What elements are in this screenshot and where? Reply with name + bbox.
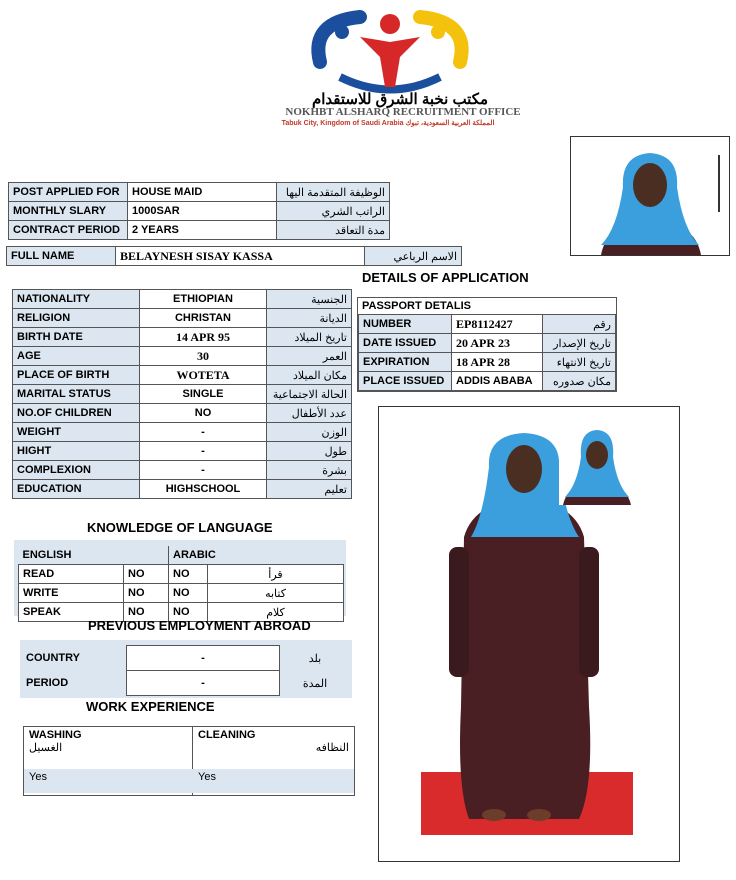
english-header: ENGLISH <box>19 546 169 565</box>
passport-number-value: EP8112427 <box>452 315 543 334</box>
table-row <box>9 221 390 240</box>
period-value: - <box>127 671 280 696</box>
table-row <box>13 347 352 366</box>
washing-cell <box>24 727 193 795</box>
nationality-label: NATIONALITY <box>13 290 140 309</box>
speak-arabic-label: كلام <box>208 603 344 622</box>
children-label: NO.OF CHILDREN <box>13 404 140 423</box>
arabic-header: ARABIC <box>169 546 344 565</box>
table-row <box>13 480 352 499</box>
table-row <box>359 353 616 372</box>
place-issued-label: PLACE ISSUED <box>359 372 452 391</box>
speak-arabic: NO <box>169 603 208 622</box>
washing-value: Yes <box>24 769 197 793</box>
period-arabic: المدة <box>280 671 351 696</box>
post-value: HOUSE MAID <box>128 183 277 202</box>
table-row <box>13 442 352 461</box>
write-arabic-label: كتابه <box>208 584 344 603</box>
education-value: HIGHSCHOOL <box>140 480 267 499</box>
complexion-arabic: بشرة <box>267 461 352 480</box>
table-row <box>359 315 616 334</box>
expiration-arabic: تاريخ الانتهاء <box>543 353 616 372</box>
complexion-value: - <box>140 461 267 480</box>
marital-arabic: الحالة الاجتماعية <box>267 385 352 404</box>
age-value: 30 <box>140 347 267 366</box>
children-arabic: عدد الأطفال <box>267 404 352 423</box>
company-name-english: NOKHBT ALSHARQ RECRUITMENT OFFICE <box>285 106 521 118</box>
table-row <box>13 423 352 442</box>
age-arabic: العمر <box>267 347 352 366</box>
experience-box <box>23 726 355 796</box>
passport-photo <box>570 136 730 256</box>
table-row <box>13 366 352 385</box>
company-name-arabic: مكتب نخبة الشرق للاستقدام <box>311 91 489 108</box>
washing-label: WASHING <box>29 729 82 741</box>
marital-label: MARITAL STATUS <box>13 385 140 404</box>
passport-table <box>358 314 616 391</box>
cleaning-label: CLEANING <box>198 729 256 741</box>
birth-place-value: WOTETA <box>140 366 267 385</box>
education-label: EDUCATION <box>13 480 140 499</box>
marital-value: SINGLE <box>140 385 267 404</box>
height-value: - <box>140 442 267 461</box>
table-row <box>19 546 344 565</box>
religion-arabic: الديانة <box>267 309 352 328</box>
birth-date-arabic: تاريخ الميلاد <box>267 328 352 347</box>
birth-place-arabic: مكان الميلاد <box>267 366 352 385</box>
table-row <box>19 565 344 584</box>
height-label: HIGHT <box>13 442 140 461</box>
table-row <box>13 461 352 480</box>
full-body-photo <box>378 406 680 862</box>
full-name-arabic: الاسم الرباعي <box>365 247 462 266</box>
read-english: NO <box>124 565 169 584</box>
date-issued-arabic: تاريخ الإصدار <box>543 334 616 353</box>
country-label: COUNTRY <box>22 646 127 671</box>
contract-value: 2 YEARS <box>128 221 277 240</box>
company-logo <box>300 2 480 94</box>
read-arabic: NO <box>169 565 208 584</box>
salary-label: MONTHLY SLARY <box>9 202 128 221</box>
washing-arabic: الغسيل <box>29 742 63 754</box>
write-english: NO <box>124 584 169 603</box>
read-arabic-label: قرأ <box>208 565 344 584</box>
table-row <box>13 328 352 347</box>
height-arabic: طول <box>267 442 352 461</box>
read-label: READ <box>19 565 124 584</box>
salary-arabic: الراتب الشري <box>277 202 390 221</box>
language-table <box>18 546 344 622</box>
weight-label: WEIGHT <box>13 423 140 442</box>
cleaning-arabic: النظافه <box>315 742 349 754</box>
logo-emblem <box>300 2 480 94</box>
weight-value: - <box>140 423 267 442</box>
table-row <box>359 372 616 391</box>
birth-place-label: PLACE OF BIRTH <box>13 366 140 385</box>
passport-number-label: NUMBER <box>359 315 452 334</box>
employment-table <box>22 645 350 696</box>
country-arabic: بلد <box>280 646 351 671</box>
full-body-image <box>379 407 679 861</box>
full-name-label: FULL NAME <box>7 247 116 266</box>
table-row <box>19 584 344 603</box>
religion-label: RELIGION <box>13 309 140 328</box>
top-info-table <box>8 182 390 240</box>
birth-date-label: BIRTH DATE <box>13 328 140 347</box>
table-row <box>9 202 390 221</box>
passport-title: PASSPORT DETALIS <box>358 298 616 314</box>
speak-english: NO <box>124 603 169 622</box>
experience-heading: WORK EXPERIENCE <box>86 699 215 714</box>
country-value: - <box>127 646 280 671</box>
contract-arabic: مدة التعاقد <box>277 221 390 240</box>
write-arabic: NO <box>169 584 208 603</box>
cleaning-value: Yes <box>193 769 354 793</box>
nationality-arabic: الجنسية <box>267 290 352 309</box>
weight-arabic: الوزن <box>267 423 352 442</box>
nationality-value: ETHIOPIAN <box>140 290 267 309</box>
place-issued-value: ADDIS ABABA <box>452 372 543 391</box>
religion-value: CHRISTAN <box>140 309 267 328</box>
expiration-label: EXPIRATION <box>359 353 452 372</box>
post-arabic: الوظيفة المتقدمة اليها <box>277 183 390 202</box>
cleaning-cell <box>193 727 354 795</box>
portrait-image <box>571 137 729 255</box>
details-table <box>12 289 352 499</box>
company-location <box>238 119 538 127</box>
inset-portrait <box>559 429 635 505</box>
write-label: WRITE <box>19 584 124 603</box>
contract-label: CONTRACT PERIOD <box>9 221 128 240</box>
table-row <box>359 334 616 353</box>
date-issued-label: DATE ISSUED <box>359 334 452 353</box>
table-row <box>13 309 352 328</box>
speak-label: SPEAK <box>19 603 124 622</box>
children-value: NO <box>140 404 267 423</box>
table-row <box>13 404 352 423</box>
table-row <box>7 247 462 266</box>
employment-heading: PREVIOUS EMPLOYMENT ABROAD <box>88 618 311 633</box>
date-issued-value: 20 APR 23 <box>452 334 543 353</box>
period-label: PERIOD <box>22 671 127 696</box>
location-english: Tabuk City, Kingdom of Saudi Arabia <box>281 120 404 127</box>
post-label: POST APPLIED FOR <box>9 183 128 202</box>
passport-number-arabic: رقم <box>543 315 616 334</box>
salary-value: 1000SAR <box>128 202 277 221</box>
age-label: AGE <box>13 347 140 366</box>
education-arabic: تعليم <box>267 480 352 499</box>
details-heading: DETAILS OF APPLICATION <box>362 270 529 285</box>
full-name-value: BELAYNESH SISAY KASSA <box>116 247 365 266</box>
full-name-table <box>6 246 462 266</box>
expiration-value: 18 APR 28 <box>452 353 543 372</box>
table-row <box>22 646 350 671</box>
table-row <box>13 385 352 404</box>
complexion-label: COMPLEXION <box>13 461 140 480</box>
language-heading: KNOWLEDGE OF LANGUAGE <box>87 520 273 535</box>
birth-date-value: 14 APR 95 <box>140 328 267 347</box>
passport-details <box>357 297 617 392</box>
table-row <box>9 183 390 202</box>
place-issued-arabic: مكان صدوره <box>543 372 616 391</box>
table-row <box>22 671 350 696</box>
table-row <box>13 290 352 309</box>
location-arabic: المملكة العربية السعودية، تبوك <box>405 120 495 127</box>
